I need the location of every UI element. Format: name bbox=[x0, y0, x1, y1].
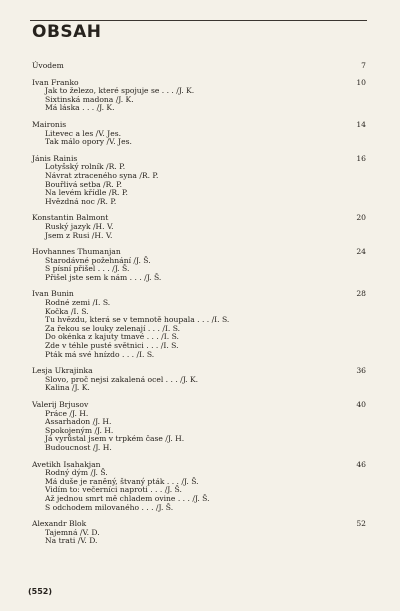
toc-poem-title: Rodné zemi /I. S. bbox=[45, 298, 111, 308]
author-name: Alexandr Blok bbox=[32, 519, 87, 529]
page-number: 36 bbox=[356, 366, 366, 376]
toc-poem-title: Budoucnost /J. H. bbox=[45, 442, 112, 452]
toc-poem-title: Má láska . . . /J. K. bbox=[45, 103, 115, 113]
toc-poem-title: Lotyšský rolník /R. P. bbox=[45, 162, 126, 172]
toc-poem-title: Tak málo opory /V. Jes. bbox=[45, 137, 132, 147]
entry-gap bbox=[32, 282, 366, 290]
page-number: 24 bbox=[356, 247, 366, 257]
toc-poem-title: Assarhadon /J. H. bbox=[45, 417, 112, 427]
author-name: Úvodem bbox=[32, 61, 64, 70]
toc-poem-title: Má duše je raněný, štvaný pták . . . /J. Š. bbox=[45, 476, 199, 486]
page-number: 14 bbox=[356, 119, 366, 129]
author-name: Jánis Rainis bbox=[32, 153, 78, 163]
toc-poem-title: Kalina /J. K. bbox=[45, 383, 90, 393]
toc-poem-title: Až jednou smrt mě chladem ovine . . . /J. Š. bbox=[45, 493, 210, 503]
author-name: Ivan Franko bbox=[32, 77, 79, 87]
author-name: Lesja Ukrajinka bbox=[32, 366, 93, 376]
page-number: 28 bbox=[356, 289, 366, 299]
author-name: Ivan Bunin bbox=[32, 289, 74, 299]
toc-poem-title: Práce /J. H. bbox=[45, 408, 89, 418]
page-number: 7 bbox=[361, 61, 366, 70]
author-name: Maironis bbox=[32, 119, 67, 129]
toc-poem-title: Já vyrůstal jsem v trpkém čase /J. H. bbox=[45, 434, 185, 444]
toc-poem-title: Ruský jazyk /H. V. bbox=[45, 221, 114, 231]
toc-poem-title: Slovo, proč nejsi zakalená ocel . . . /J. K. bbox=[45, 374, 199, 384]
author-name: Avetikh Isahakjan bbox=[32, 459, 101, 469]
toc-author-row[interactable] bbox=[32, 62, 366, 71]
toc-poem-title: S odchodem milovaného . . . /J. Š. bbox=[45, 502, 174, 512]
toc-poem-title: Sixtinská madona /J. K. bbox=[45, 94, 134, 104]
author-name: Hovhannes Thumanjan bbox=[32, 247, 121, 257]
toc-poem-title: Bouřlivá setba /R. P. bbox=[45, 179, 123, 189]
toc-poem-title: Tajemná /V. D. bbox=[45, 527, 100, 537]
toc-poem-title: Vidím to: večerníci naproti . . . /J. Š. bbox=[45, 485, 182, 495]
page-folio: (552) bbox=[28, 587, 53, 596]
toc-poem-title: Pták má své hnízdo . . . /I. S. bbox=[45, 349, 155, 359]
toc-poem-title: Rodný dým /J. Š. bbox=[45, 468, 108, 478]
toc-poem-title: Jak to železo, které spojuje se . . . /J. K. bbox=[45, 86, 195, 96]
toc-poem-title: Na trati /V. D. bbox=[45, 536, 98, 546]
toc-poem-title: Návrat ztraceného syna /R. P. bbox=[45, 170, 159, 180]
entry-gap bbox=[32, 71, 366, 79]
author-name: Konstantin Balmont bbox=[32, 213, 109, 223]
toc-poem-title: Na levém křídle /R. P. bbox=[45, 188, 128, 198]
entry-gap bbox=[32, 147, 366, 155]
page-number: 46 bbox=[356, 459, 366, 469]
toc-poem-title: Spokojeným /J. H. bbox=[45, 425, 114, 435]
author-name: Valerij Brjusov bbox=[32, 400, 89, 409]
page-number: 40 bbox=[356, 400, 366, 409]
page-number: 52 bbox=[356, 519, 366, 529]
toc-poem-title: Hvězdná noc /R. P. bbox=[45, 196, 117, 206]
toc-poem-title: Litevec a les /V. Jes. bbox=[45, 128, 122, 138]
toc-poem-title: Kočka /I. S. bbox=[45, 306, 89, 316]
page-number: 16 bbox=[356, 153, 366, 163]
toc-poem-title: Tu hvězdu, která se v temnotě houpala . . . /I. S. bbox=[45, 315, 230, 325]
toc-poem-title: Přišel jste sem k nám . . . /J. Š. bbox=[45, 272, 162, 282]
table-of-contents bbox=[32, 62, 366, 546]
page-number: 10 bbox=[356, 77, 366, 87]
page-number: 20 bbox=[356, 213, 366, 223]
entry-gap bbox=[32, 113, 366, 121]
toc-poem-title: Jsem z Rusi /H. V. bbox=[45, 230, 113, 240]
toc-poem-title: S písní přišel . . . /J. Š. bbox=[45, 264, 130, 274]
toc-poem-title: Do okénka z kajuty tmavé . . . /I. S. bbox=[45, 332, 179, 342]
toc-poem-title: Zde v téhle pusté světnici . . . /I. S. bbox=[45, 341, 179, 351]
toc-poem-title: Starodávné požehnání /J. Š. bbox=[45, 255, 151, 265]
top-rule bbox=[30, 20, 367, 21]
page-title: OBSAH bbox=[32, 22, 102, 42]
toc-poem-title: Za řekou se louky zelenají . . . /I. S. bbox=[45, 323, 181, 333]
